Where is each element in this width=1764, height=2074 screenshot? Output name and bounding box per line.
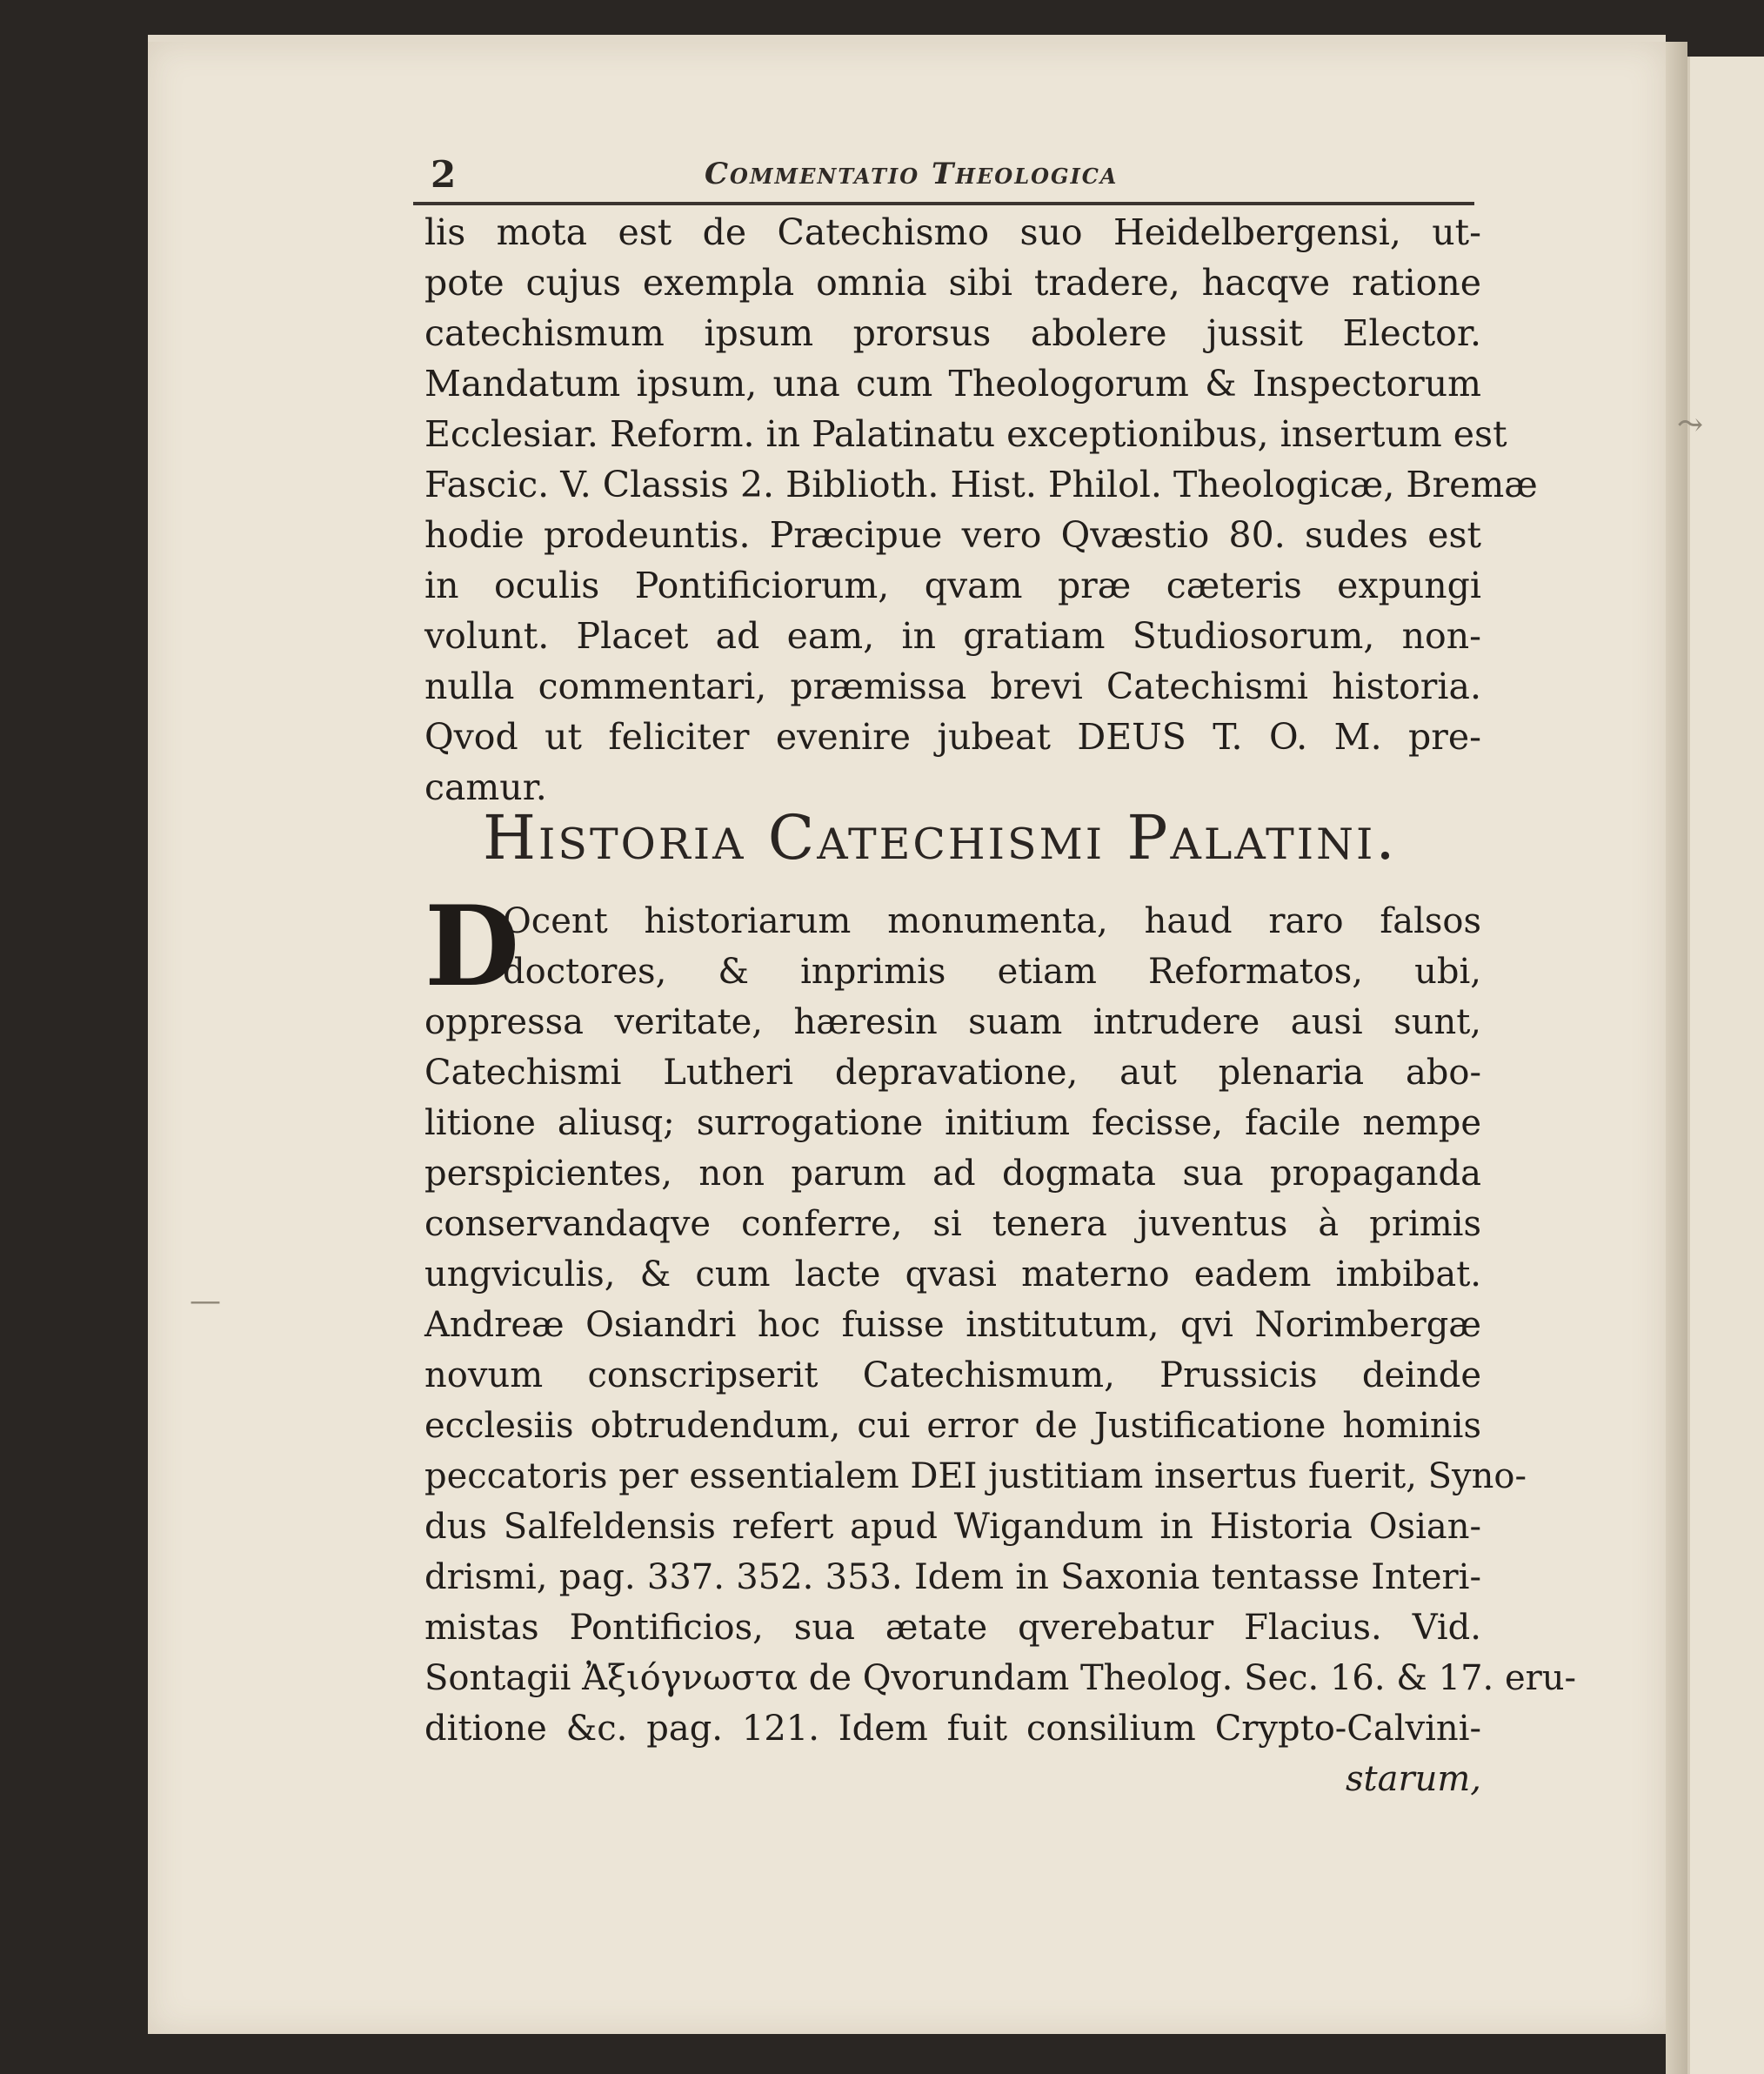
margin-dash: — <box>190 1283 221 1319</box>
text-line: hodie prodeuntis. Præcipue vero Qvæstio 80. sudes est <box>424 514 1481 556</box>
text-line: Sontagii Ἀξιόγνωστα de Qvorundam Theolog. Sec. 16. & 17. eru- <box>424 1658 1577 1698</box>
text-line: conservandaqve conferre, si tenera juventus à primis <box>424 1204 1481 1244</box>
facing-page-edge <box>1687 57 1764 2074</box>
text-line: ecclesiis obtrudendum, cui error de Justificatione hominis <box>424 1406 1481 1446</box>
page-header <box>431 153 1474 202</box>
text-line: Ocent historiarum monumenta, haud raro falsos <box>503 901 1481 941</box>
margin-mark: ⤳ <box>1677 407 1704 443</box>
text-line: ungviculis, & cum lacte qvasi materno eadem imbibat. <box>424 1254 1481 1295</box>
text-line: litione aliusq; surrogatione initium fecisse, facile nempe <box>424 1103 1481 1143</box>
text-line: Fascic. V. Classis 2. Biblioth. Hist. Philol. Theologicæ, Bremæ <box>424 464 1538 505</box>
text-line: camur. <box>424 766 547 808</box>
page-number: 2 <box>431 153 457 196</box>
text-line: lis mota est de Catechismo suo Heidelbergensi, ut- <box>424 211 1481 253</box>
text-line: Ecclesiar. Reform. in Palatinatu exceptionibus, insertum est <box>424 413 1507 455</box>
text-line: drismi, pag. 337. 352. 353. Idem in Saxonia tentasse Interi- <box>424 1557 1481 1597</box>
text-line: novum conscripserit Catechismum, Prussicis deinde <box>424 1355 1481 1395</box>
text-line: volunt. Placet ad eam, in gratiam Studiosorum, non- <box>424 615 1481 657</box>
text-line: perspicientes, non parum ad dogmata sua propaganda <box>424 1154 1481 1194</box>
text-line: Qvod ut feliciter evenire jubeat DEUS T. O. M. pre- <box>424 716 1481 758</box>
text-line: pote cujus exempla omnia sibi tradere, hacqve ratione <box>424 262 1481 304</box>
book-gutter <box>1666 42 1687 2074</box>
text-line: catechismum ipsum prorsus abolere jussit Elector. <box>424 312 1481 354</box>
text-line: ditione &c. pag. 121. Idem fuit consilium Crypto-Calvini- <box>424 1709 1481 1749</box>
text-line: Mandatum ipsum, una cum Theologorum & Inspectorum <box>424 363 1481 405</box>
text-line: Catechismi Lutheri depravatione, aut plenaria abo- <box>424 1053 1481 1093</box>
header-rule <box>413 202 1474 205</box>
text-line: oppressa veritate, hæresin suam intrudere ausi sunt, <box>424 1002 1481 1042</box>
text-line: in oculis Pontificiorum, qvam præ cæteris expungi <box>424 565 1481 606</box>
text-line: peccatoris per essentialem DEI justitiam insertus fuerit, Syno- <box>424 1456 1527 1496</box>
text-line: Andreæ Osiandri hoc fuisse institutum, qvi Norimbergæ <box>424 1305 1481 1345</box>
intro-paragraph <box>424 207 1538 813</box>
catchword: starum, <box>1346 1759 1481 1799</box>
history-paragraph <box>424 882 1577 1804</box>
section-title: Historia Catechismi Palatini. <box>483 802 1398 873</box>
text-line: nulla commentari, præmissa brevi Catechismi historia. <box>424 666 1481 707</box>
text-line: dus Salfeldensis refert apud Wigandum in Historia Osian- <box>424 1507 1481 1547</box>
running-head: Commentatio Theologica <box>705 157 1119 191</box>
drop-cap: D <box>424 882 520 1011</box>
text-line: mistas Pontificios, sua ætate qverebatur Flacius. Vid. <box>424 1608 1481 1648</box>
text-line: doctores, & inprimis etiam Reformatos, ubi, <box>503 952 1481 992</box>
